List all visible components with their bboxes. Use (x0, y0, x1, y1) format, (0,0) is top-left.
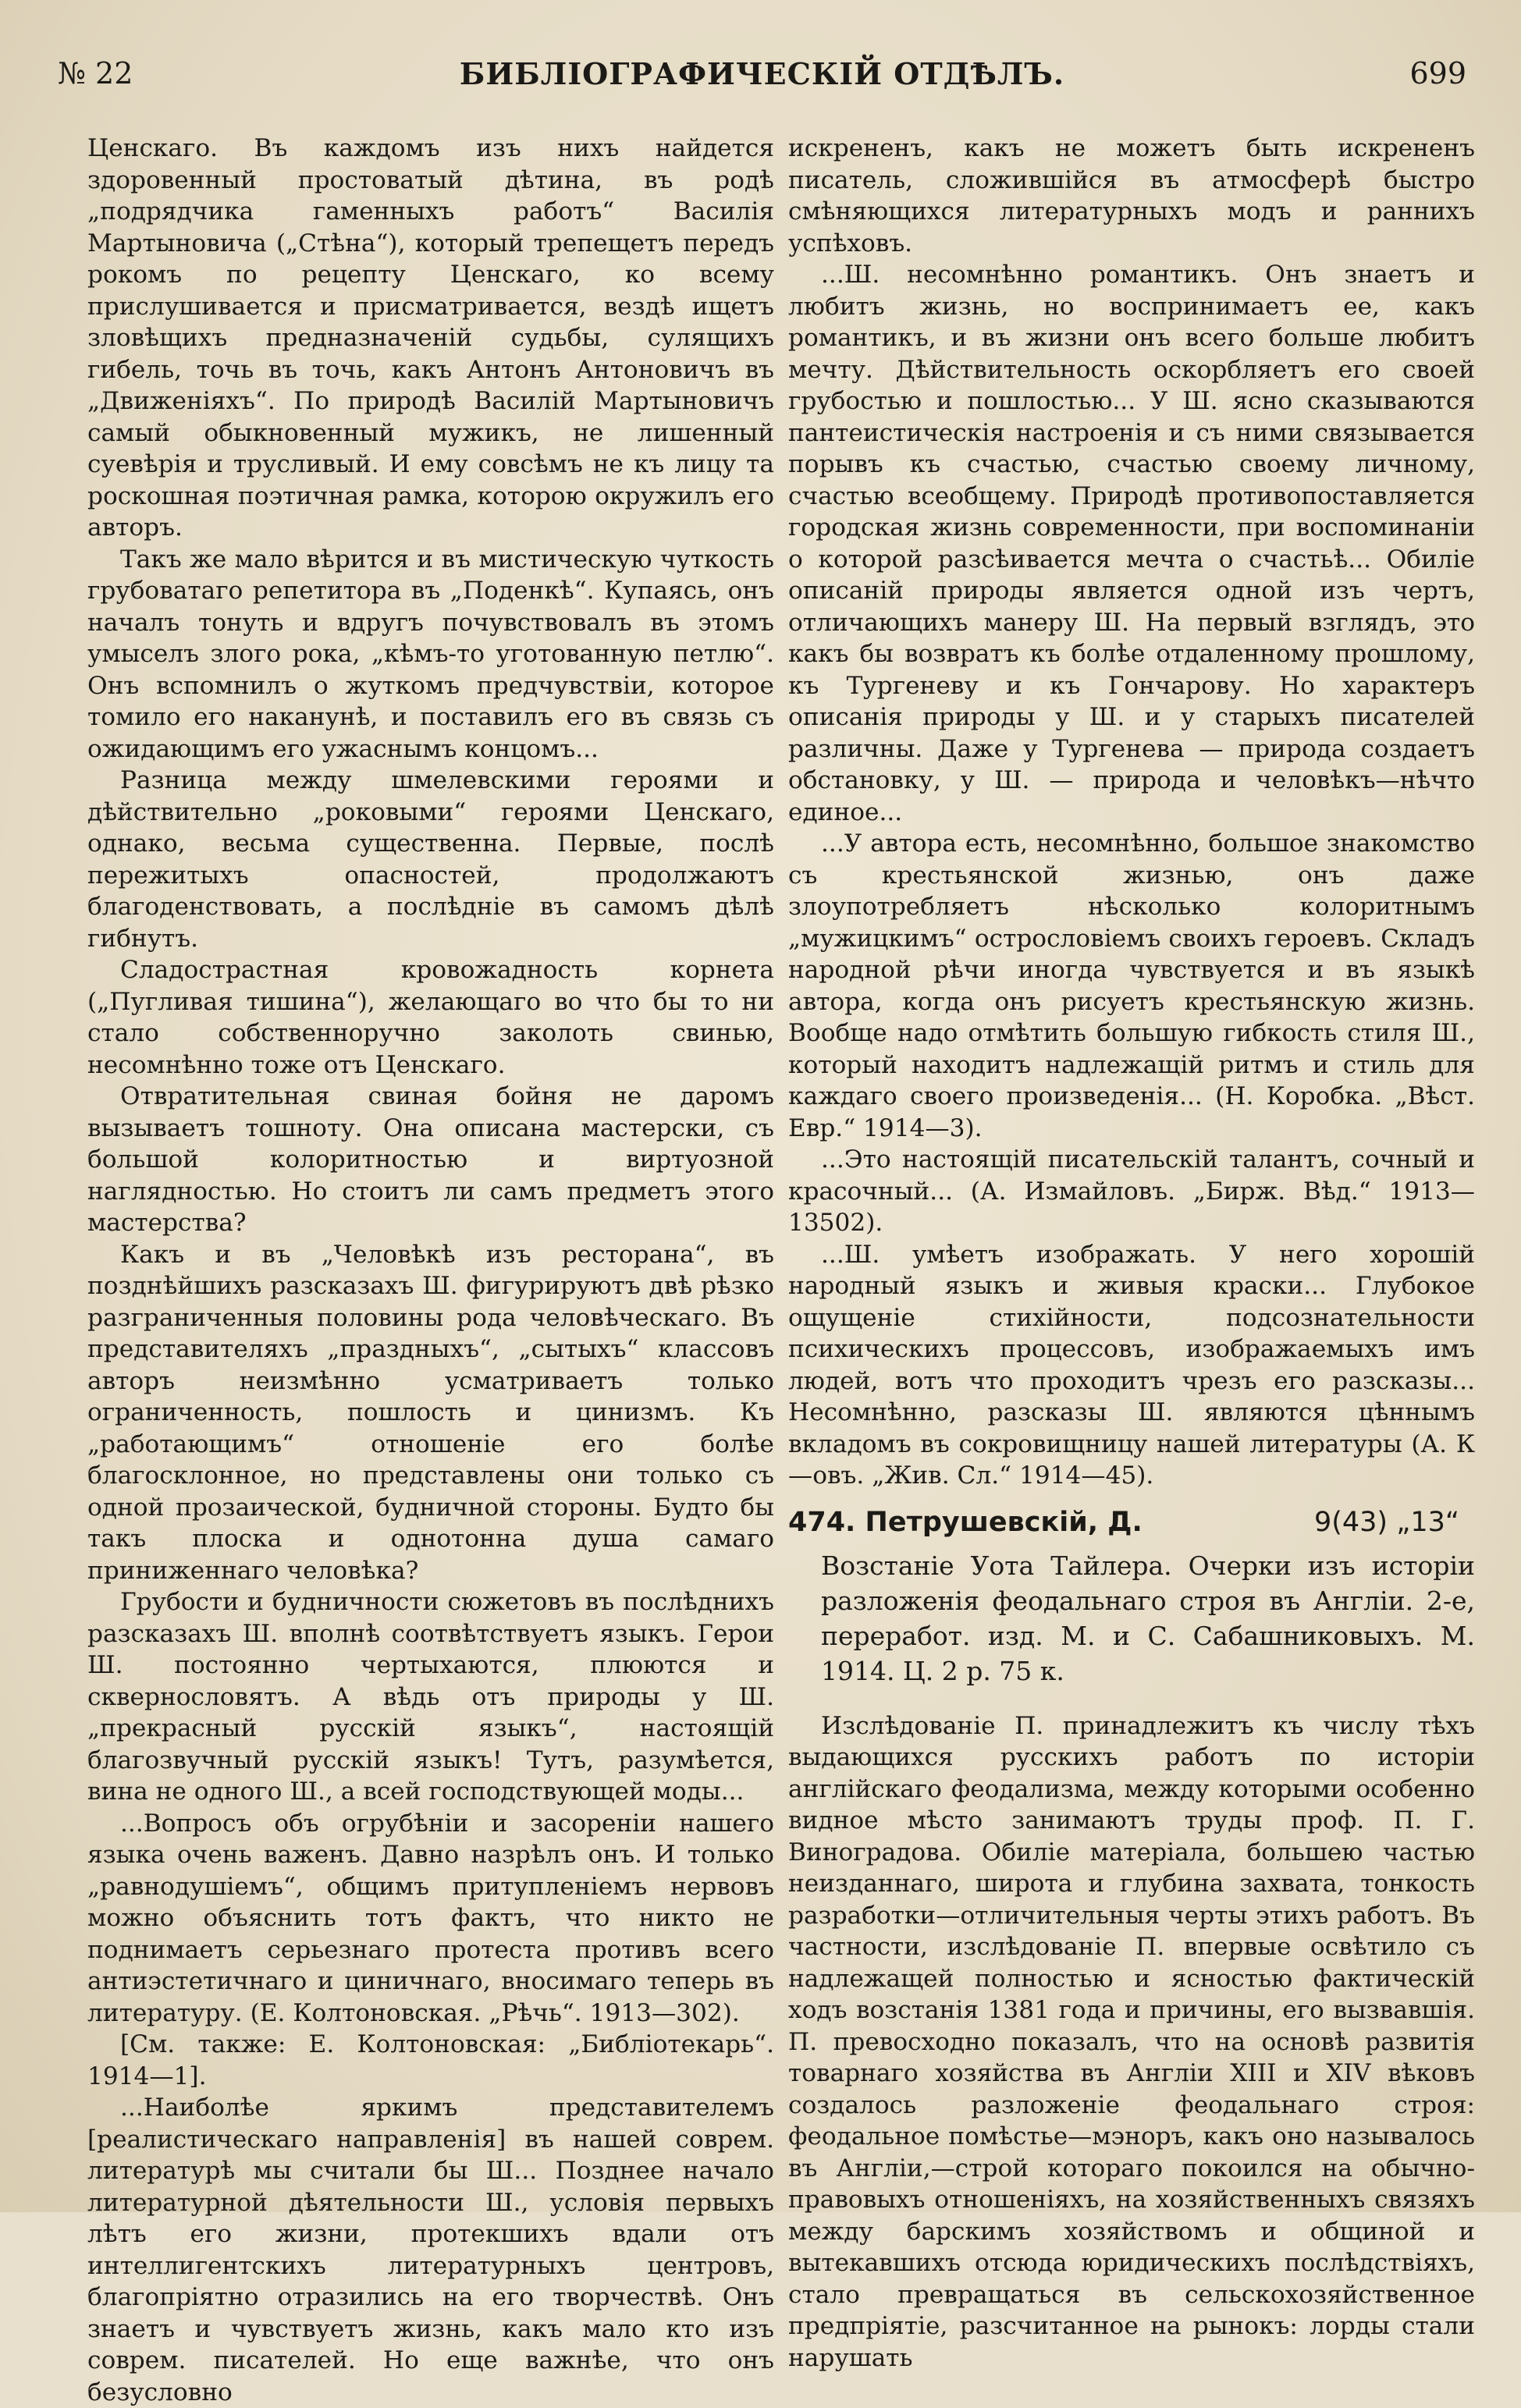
paragraph: ...Наиболѣе яркимъ представителемъ [реалистическаго направленія] въ нашей соврем. литературѣ мы считали бы Ш... Позднее начало литературной дѣятельности Ш., условія первыхъ лѣтъ его жизни, протекшихъ вдали отъ интеллигентскихъ литературныхъ центровъ, благопріятно отразились на его творчествѣ. Онъ знаетъ и чувствуетъ жизнь, какъ мало кто изъ соврем. писателей. Но еще важнѣе, что онъ безусловно (87, 2094, 774, 2406)
paragraph: Изслѣдованіе П. принадлежитъ къ числу тѣхъ выдающихся русскихъ работъ по исторіи англійскаго феодализма, между которыми особенно видное мѣсто занимаютъ труды проф. П. Г. Виноградова. Обиліе матеріала, большею частью неизданнаго, широта и глубина захвата, тонкость разработки—отличительныя черты этихъ работъ. Въ частности, изслѣдованіе П. впервые освѣтило съ надлежащей полностью и ясностью фактическій ходъ возстанія 1381 года и причины, его вызвавшія. П. превосходно показалъ, что на основѣ развитія товарнаго хозяйства въ Англіи XIII и XIV вѣковъ создалось разложеніе феодальнаго строя: феодальное помѣстье—мэноръ, какъ оно называлось въ Англіи,—строй котораго покоился на обычно-правовыхъ отношеніяхъ, на хозяйственныхъ связяхъ между барскимъ хозяйствомъ и общиной и вытекавшихъ отсюда юридическихъ послѣдствіяхъ, стало превращаться въ сельскохозяйственное предпріятіе, разсчитанное на рынокъ: лорды стали нарушать (788, 1711, 1475, 2372)
page-number: 699 (1409, 56, 1466, 91)
entry-book-title: Возстаніе Уота Тайлера. Очерки изъ исторіи разложенія феодальнаго строя въ Англіи. 2-е, переработ. изд. М. и С. Сабашниковыхъ. М. 1914. Ц. 2 р. 75 к. (821, 1550, 1475, 1686)
paragraph: ...Ш. умѣетъ изображать. У него хорошій народный языкъ и живыя краски... Глубокое ощущеніе стихійности, подсознательности психическихъ процессовъ, изображаемыхъ имъ людей, вотъ что проходитъ чрезъ его разсказы... Несомнѣнно, разсказы Ш. являются цѣннымъ вкладомъ въ сокровищницу нашей литературы (А. К—овъ. „Жив. Сл.“ 1914—45). (788, 1240, 1475, 1490)
paragraph: ...Ш. несомнѣнно романтикъ. Онъ знаетъ и любитъ жизнь, но воспринимаетъ ее, какъ романтикъ, и въ жизни онъ всего больше любитъ мечту. Дѣйствительность оскорбляетъ его своей грубостью и пошлостью... У Ш. ясно сказываются пантеистическія настроенія и съ ними связывается порывъ къ счастью, счастью своему личному, счастью всеобщему. Природѣ противопоставляется городская жизнь современности, при воспоминаніи о которой разсѣивается мечта о счастьѣ... Обиліе описаній природы является одной изъ чертъ, отличающихъ манеру Ш. На первый взглядъ, это какъ бы возвратъ къ болѣе отдаленному прошлому, къ Тургеневу и къ Гончарову. Но характеръ описанія природы у Ш. и у старыхъ писателей различны. Даже у Тургенева — природа создаетъ обстановку, у Ш. — природа и человѣкъ—нѣчто единое... (788, 261, 1475, 826)
paragraph: Такъ же мало вѣрится и въ мистическую чуткость грубоватаго репетитора въ „Поденкѣ“. Купаясь, онъ началъ тонуть и вдругъ почувствовалъ въ этомъ умыселъ злого рока, „кѣмъ-то уготованную петлю“. Онъ вспомнилъ о жуткомъ предчувствіи, которое томило его наканунѣ, и поставилъ его въ связь съ ожидающимъ его ужаснымъ концомъ... (87, 545, 774, 763)
entry-heading (788, 1503, 1475, 1542)
paragraph: искрененъ, какъ не можетъ быть искрененъ писатель, сложившійся въ атмосферѣ быстро смѣняющихся литературныхъ модъ и раннихъ успѣховъ. (788, 134, 1475, 257)
paragraph: ...У автора есть, несомнѣнно, большое знакомство съ крестьянской жизнью, онъ даже злоупотребляетъ нѣсколько колоритнымъ „мужицкимъ“ острословіемъ своихъ героевъ. Складъ народной рѣчи иногда чувствуется и въ языкѣ автора, когда онъ рисуетъ крестьянскую жизнь. Вообще надо отмѣтить большую гибкость стиля Ш., который находитъ надлежащій ритмъ и стиль для каждаго своего произведенія... (Н. Коробка. „Вѣст. Евр.“ 1914—3). (788, 829, 1475, 1142)
paragraph: Разница между шмелевскими героями и дѣйствительно „роковыми“ героями Ценскаго, однако, весьма существенна. Первые, послѣ пережитыхъ опасностей, продолжаютъ благоденствовать, а послѣдніе въ самомъ дѣлѣ гибнутъ. (87, 766, 774, 953)
paragraph: Какъ и въ „Человѣкѣ изъ ресторана“, въ позднѣйшихъ разсказахъ Ш. фигурируютъ двѣ рѣзко разграниченныя половины рода человѣческаго. Въ представителяхъ „праздныхъ“, „сытыхъ“ классовъ авторъ неизмѣнно усматриваетъ только ограниченность, пошлость и цинизмъ. Къ „работающимъ“ отношеніе его болѣе благосклонное, но представлены они только съ одной прозаической, будничной стороны. Будто бы такъ плоска и однотонна душа самаго приниженнаго человѣка? (87, 1240, 774, 1585)
page-header (58, 56, 1466, 103)
paragraph: ...Вопросъ объ огрубѣніи и засореніи нашего языка очень важенъ. Давно назрѣлъ онъ. И только „равнодушіемъ“, общимъ притупленіемъ нервовъ можно объяснить тотъ фактъ, что никто не поднимаетъ серьезнаго протеста противъ всего антиэстетичнаго и циничнаго, вносимаго теперь въ литературу. (Е. Колтоновская. „Рѣчь“. 1913—302). (87, 1809, 774, 2027)
right-column (788, 133, 1475, 2374)
paragraph: ...Это настоящій писательскій талантъ, сочный и красочный... (А. Измайловъ. „Бирж. Вѣд.“ 1913—13502). (788, 1145, 1475, 1237)
left-column (87, 133, 774, 2408)
paragraph: Отвратительная свиная бойня не даромъ вызываетъ тошноту. Она описана мастерски, съ большой колоритностью и виртуозной наглядностью. Но стоитъ ли самъ предметъ этого мастерства? (87, 1082, 774, 1237)
paragraph: Грубости и будничности сюжетовъ въ послѣднихъ разсказахъ Ш. вполнѣ соотвѣтствуетъ языкъ. Герои Ш. постоянно чертыхаются, плюются и сквернословятъ. А вѣдь отъ природы у Ш. „прекрасный русскій языкъ“, настоящій благозвучный русскій языкъ! Тутъ, разумѣется, вина не одного Ш., а всей господствующей моды... (87, 1588, 774, 1806)
paragraph: [См. также: Е. Колтоновская: „Библіотекарь“. 1914—1]. (87, 2030, 774, 2090)
paragraph: Сладострастная кровожадность корнета („Пугливая тишина“), желающаго во что бы то ни стало собственноручно заколоть свинью, несомнѣнно тоже отъ Ценскаго. (87, 956, 774, 1079)
entry-class-code: 9(43) „13“ (1313, 1506, 1459, 1538)
entry-author: 474. Петрушевскій, Д. (788, 1506, 1143, 1538)
paragraph: Ценскаго. Въ каждомъ изъ нихъ найдется здоровенный простоватый дѣтина, въ родѣ „подрядчика гаменныхъ работъ“ Василія Мартыновича („Стѣна“), который трепещетъ передъ рокомъ по рецепту Ценскаго, ко всему прислушивается и присматривается, вездѣ ищетъ зловѣщихъ предназначеній судьбы, сулящихъ гибель, точь въ точь, какъ Антонъ Антоновичъ въ „Движеніяхъ“. По природѣ Василій Мартыновичъ самый обыкновенный мужикъ, не лишенный суевѣрія и трусливый. И ему совсѣмъ не къ лицу та роскошная поэтичная рамка, которою окружилъ его авторъ. (87, 134, 774, 542)
issue-number: № 22 (58, 56, 133, 91)
section-title: БИБЛІОГРАФИЧЕСКІЙ ОТДѢЛЪ. (459, 56, 1065, 91)
